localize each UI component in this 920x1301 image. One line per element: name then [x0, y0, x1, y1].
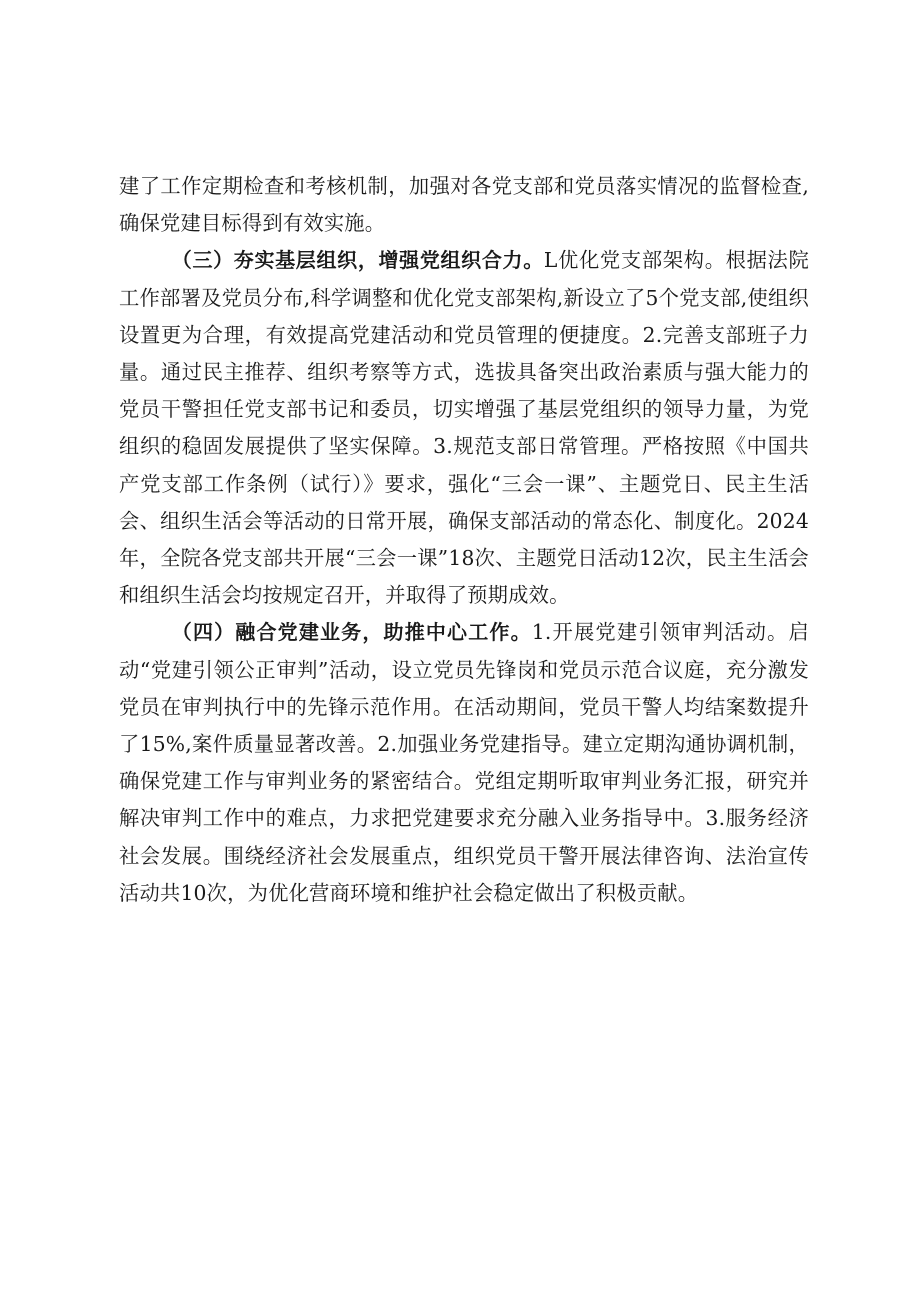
- section-three-body: L优化党支部架构。根据法院工作部署及党员分布,科学调整和优化党支部架构,新设立了5个党支部,使组织设置更为合理，有效提高党建活动和党员管理的便捷度。2.完善支部班子力量。通过民主推荐、组织考察等方式，选拔具备突出政治素质与强大能力的党员干警担任党支部书记和委员，切实增强了基层党组织的领导力量，为党组织的稳固发展提供了坚实保障。3.规范支部日常管理。严格按照《中国共产党支部工作条例（试行）》要求，强化“三会一课”、主题党日、民主生活会、组织生活会等活动的日常开展，确保支部活动的常态化、制度化。2024年，全院各党支部共开展“三会一课”18次、主题党日活动12次，民主生活会和组织生活会均按规定召开，并取得了预期成效。: [119, 248, 809, 608]
- section-four-body: 1.开展党建引领审判活动。启动“党建引领公正审判”活动，设立党员先锋岗和党员示范合议庭，充分激发党员在审判执行中的先锋示范作用。在活动期间，党员干警人均结案数提升了15%,案件质量显著改善。2.加强业务党建指导。建立定期沟通协调机制，确保党建工作与审判业务的紧密结合。党组定期听取审判业务汇报，研究并解决审判工作中的难点，力求把党建要求充分融入业务指导中。3.服务经济社会发展。围绕经济社会发展重点，组织党员干警开展法律咨询、法治宣传活动共10次，为优化营商环境和维护社会稳定做出了积极贡献。: [119, 620, 810, 905]
- paragraph-continuation: 建了工作定期检查和考核机制，加强对各党支部和党员落实情况的监督检查,确保党建目标得到有效实施。: [119, 174, 809, 236]
- section-three-heading: （三）夯实基层组织，增强党组织合力。: [171, 248, 544, 273]
- section-four-heading: （四）融合党建业务，助推中心工作。: [171, 620, 532, 645]
- paragraph-section-four: [119, 614, 809, 912]
- paragraph-section-three: [119, 242, 809, 614]
- document-body: [119, 168, 809, 912]
